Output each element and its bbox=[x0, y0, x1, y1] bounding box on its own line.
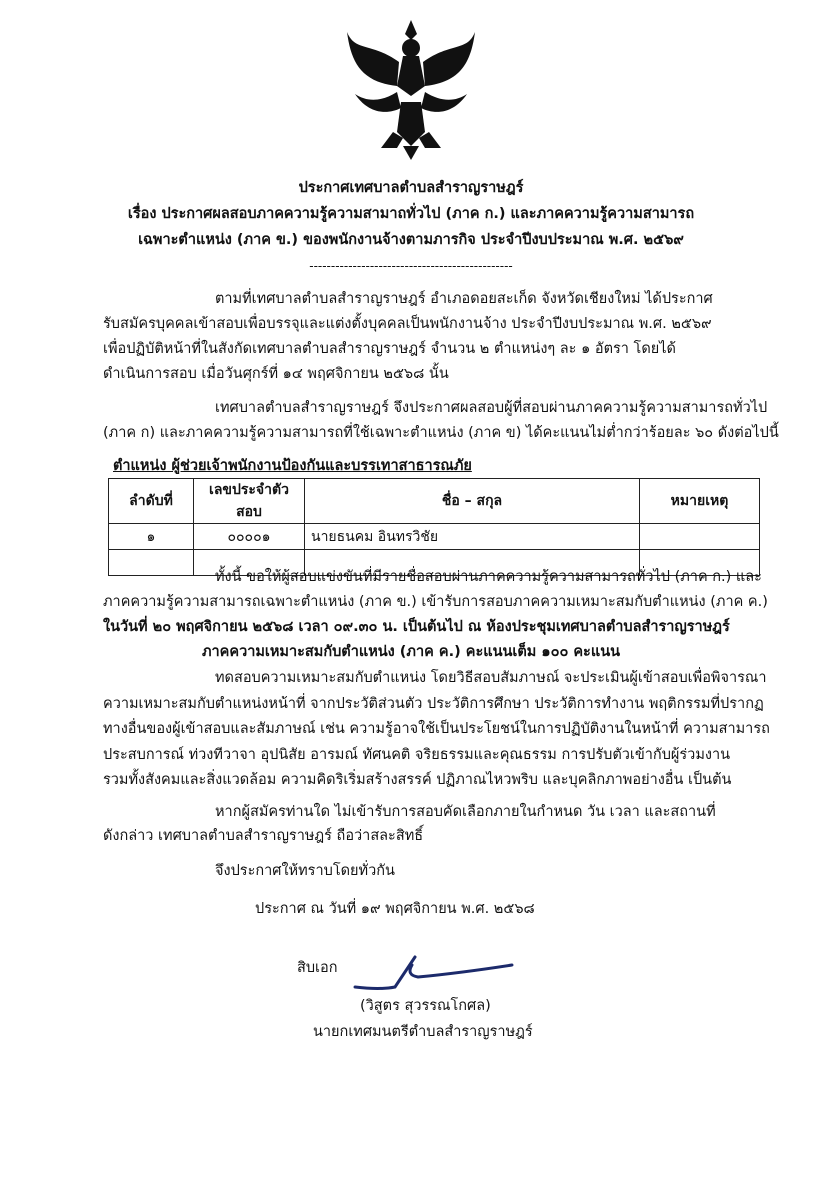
paragraph3-line: ภาคความรู้ความสามารถเฉพาะตำแหน่ง (ภาค ข.) เข้ารับการสอบภาคความเหมาะสมกับตำแหน่ง (ภาค ค.) bbox=[103, 594, 768, 610]
document-title: ประกาศเทศบาลตำบลสำราญราษฎร์ bbox=[298, 180, 524, 196]
subject-line-1: เรื่อง ประกาศผลสอบภาคความรู้ความสามาถทั่วไป (ภาค ก.) และภาคความรู้ความสามารถ bbox=[127, 206, 695, 222]
garuda-emblem bbox=[341, 12, 481, 162]
divider: ----------------------------------------------- bbox=[309, 259, 513, 273]
paragraph2-line: (ภาค ก) และภาคความรู้ความสามารถที่ใช้เฉพาะตำแหน่ง (ภาค ข) ได้คะแนนไม่ต่ำกว่าร้อยละ ๖๐ ดังต่อไปนี้ bbox=[103, 425, 779, 441]
paragraph1-line: เพื่อปฏิบัติหน้าที่ในสังกัดเทศบาลตำบลสำราญราษฎร์ จำนวน ๒ ตำแหน่งๆ ละ ๑ อัตรา โดยได้ bbox=[103, 341, 676, 357]
col-header-remark: หมายเหตุ bbox=[640, 479, 760, 524]
col-header-name: ชื่อ – สกุล bbox=[305, 479, 640, 524]
position-heading: ตำแหน่ง ผู้ช่วยเจ้าพนักงานป้องกันและบรรเทาสาธารณภัย bbox=[113, 458, 472, 474]
results-table bbox=[108, 478, 760, 576]
paragraph2-line: เทศบาลตำบลสำราญราษฎร์ จึงประกาศผลสอบผู้ที่สอบผ่านภาคความรู้ความสามารถทั่วไป bbox=[215, 400, 768, 416]
cell-name: นายธนคม อินทรวิชัย bbox=[305, 524, 640, 550]
paragraph1-line: รับสมัครบุคคลเข้าสอบเพื่อบรรจุและแต่งตั้งบุคคลเป็นพนักงานจ้าง ประจำปีงบประมาณ พ.ศ. ๒๕๖๙ bbox=[103, 316, 712, 332]
paragraph4-line: ทดสอบความเหมาะสมกับตำแหน่ง โดยวิธีสอบสัมภาษณ์ จะประเมินผู้เข้าสอบเพื่อพิจารณา bbox=[215, 670, 767, 686]
signatory-name: (วิสูตร สุวรรณโกศล) bbox=[360, 998, 491, 1014]
paragraph3-line: ในวันที่ ๒๐ พฤศจิกายน ๒๕๖๘ เวลา ๐๙.๓๐ น. เป็นต้นไป ณ ห้องประชุมเทศบาลตำบลสำราญราษฎร์ bbox=[103, 619, 730, 635]
col-header-order: ลำดับที่ bbox=[109, 479, 194, 524]
paragraph4-line: รวมทั้งสังคมและสิ่งแวดล้อม ความคิดริเริ่มสร้างสรรค์ ปฏิภาณไหวพริบ และบุคลิกภาพอย่างอื่น เป็นต้น bbox=[103, 772, 732, 788]
paragraph4-line: ทางอื่นของผู้เข้าสอบและสัมภาษณ์ เช่น ความรู้อาจใช้เป็นประโยชน์ในการปฏิบัติงานในหน้าที่ ความสามารถ bbox=[103, 721, 770, 737]
paragraph1-line: ตามที่เทศบาลตำบลสำราญราษฎร์ อำเภอดอยสะเก็ด จังหวัดเชียงใหม่ ได้ประกาศ bbox=[215, 291, 713, 307]
signatory-rank: สิบเอก bbox=[297, 960, 338, 976]
date-line: ประกาศ ณ วันที่ ๑๙ พฤศจิกายน พ.ศ. ๒๕๖๘ bbox=[255, 901, 535, 917]
paragraph1-line: ดำเนินการสอบ เมื่อวันศุกร์ที่ ๑๔ พฤศจิกายน ๒๕๖๘ นั้น bbox=[103, 366, 449, 382]
cell-order: ๑ bbox=[109, 524, 194, 550]
subject-line-2: เฉพาะตำแหน่ง (ภาค ข.) ของพนักงานจ้างตามภารกิจ ประจำปีงบประมาณ พ.ศ. ๒๕๖๙ bbox=[138, 232, 684, 248]
signatory-title: นายกเทศมนตรีตำบลสำราญราษฎร์ bbox=[313, 1024, 533, 1040]
paragraph4-line: ประสบการณ์ ท่วงทีวาจา อุปนิสัย อารมณ์ ทัศนคติ จริยธรรมและคุณธรรม การปรับตัวเข้ากับผู้ร่วมงาน bbox=[103, 747, 731, 763]
col-header-exam-id: เลขประจำตัวสอบ bbox=[194, 479, 305, 524]
paragraph3-line: ทั้งนี้ ขอให้ผู้สอบแข่งขันที่มีรายชื่อสอบผ่านภาคความรู้ความสามารถทั่วไป (ภาค ก.) และ bbox=[215, 569, 762, 585]
cell-order bbox=[109, 550, 194, 576]
cell-exam-id: ๐๐๐๐๑ bbox=[194, 524, 305, 550]
paragraph5-line: ดังกล่าว เทศบาลตำบลสำราญราษฎร์ ถือว่าสละสิทธิ์ bbox=[103, 828, 424, 844]
paragraph4-line: ความเหมาะสมกับตำแหน่งหน้าที่ จากประวัติส่วนตัว ประวัติการศึกษา ประวัติการทำงาน พฤติกรรมที่ปรากฏ bbox=[103, 696, 764, 712]
cell-remark bbox=[640, 524, 760, 550]
paragraph3-line: ภาคความเหมาะสมกับตำแหน่ง (ภาค ค.) คะแนนเต็ม ๑๐๐ คะแนน bbox=[201, 644, 621, 660]
table-header-row bbox=[109, 479, 760, 524]
closing-line: จึงประกาศให้ทราบโดยทั่วกัน bbox=[215, 863, 395, 879]
table-row bbox=[109, 524, 760, 550]
paragraph5-line: หากผู้สมัครท่านใด ไม่เข้ารับการสอบคัดเลือกภายในกำหนด วัน เวลา และสถานที่ bbox=[215, 804, 716, 820]
